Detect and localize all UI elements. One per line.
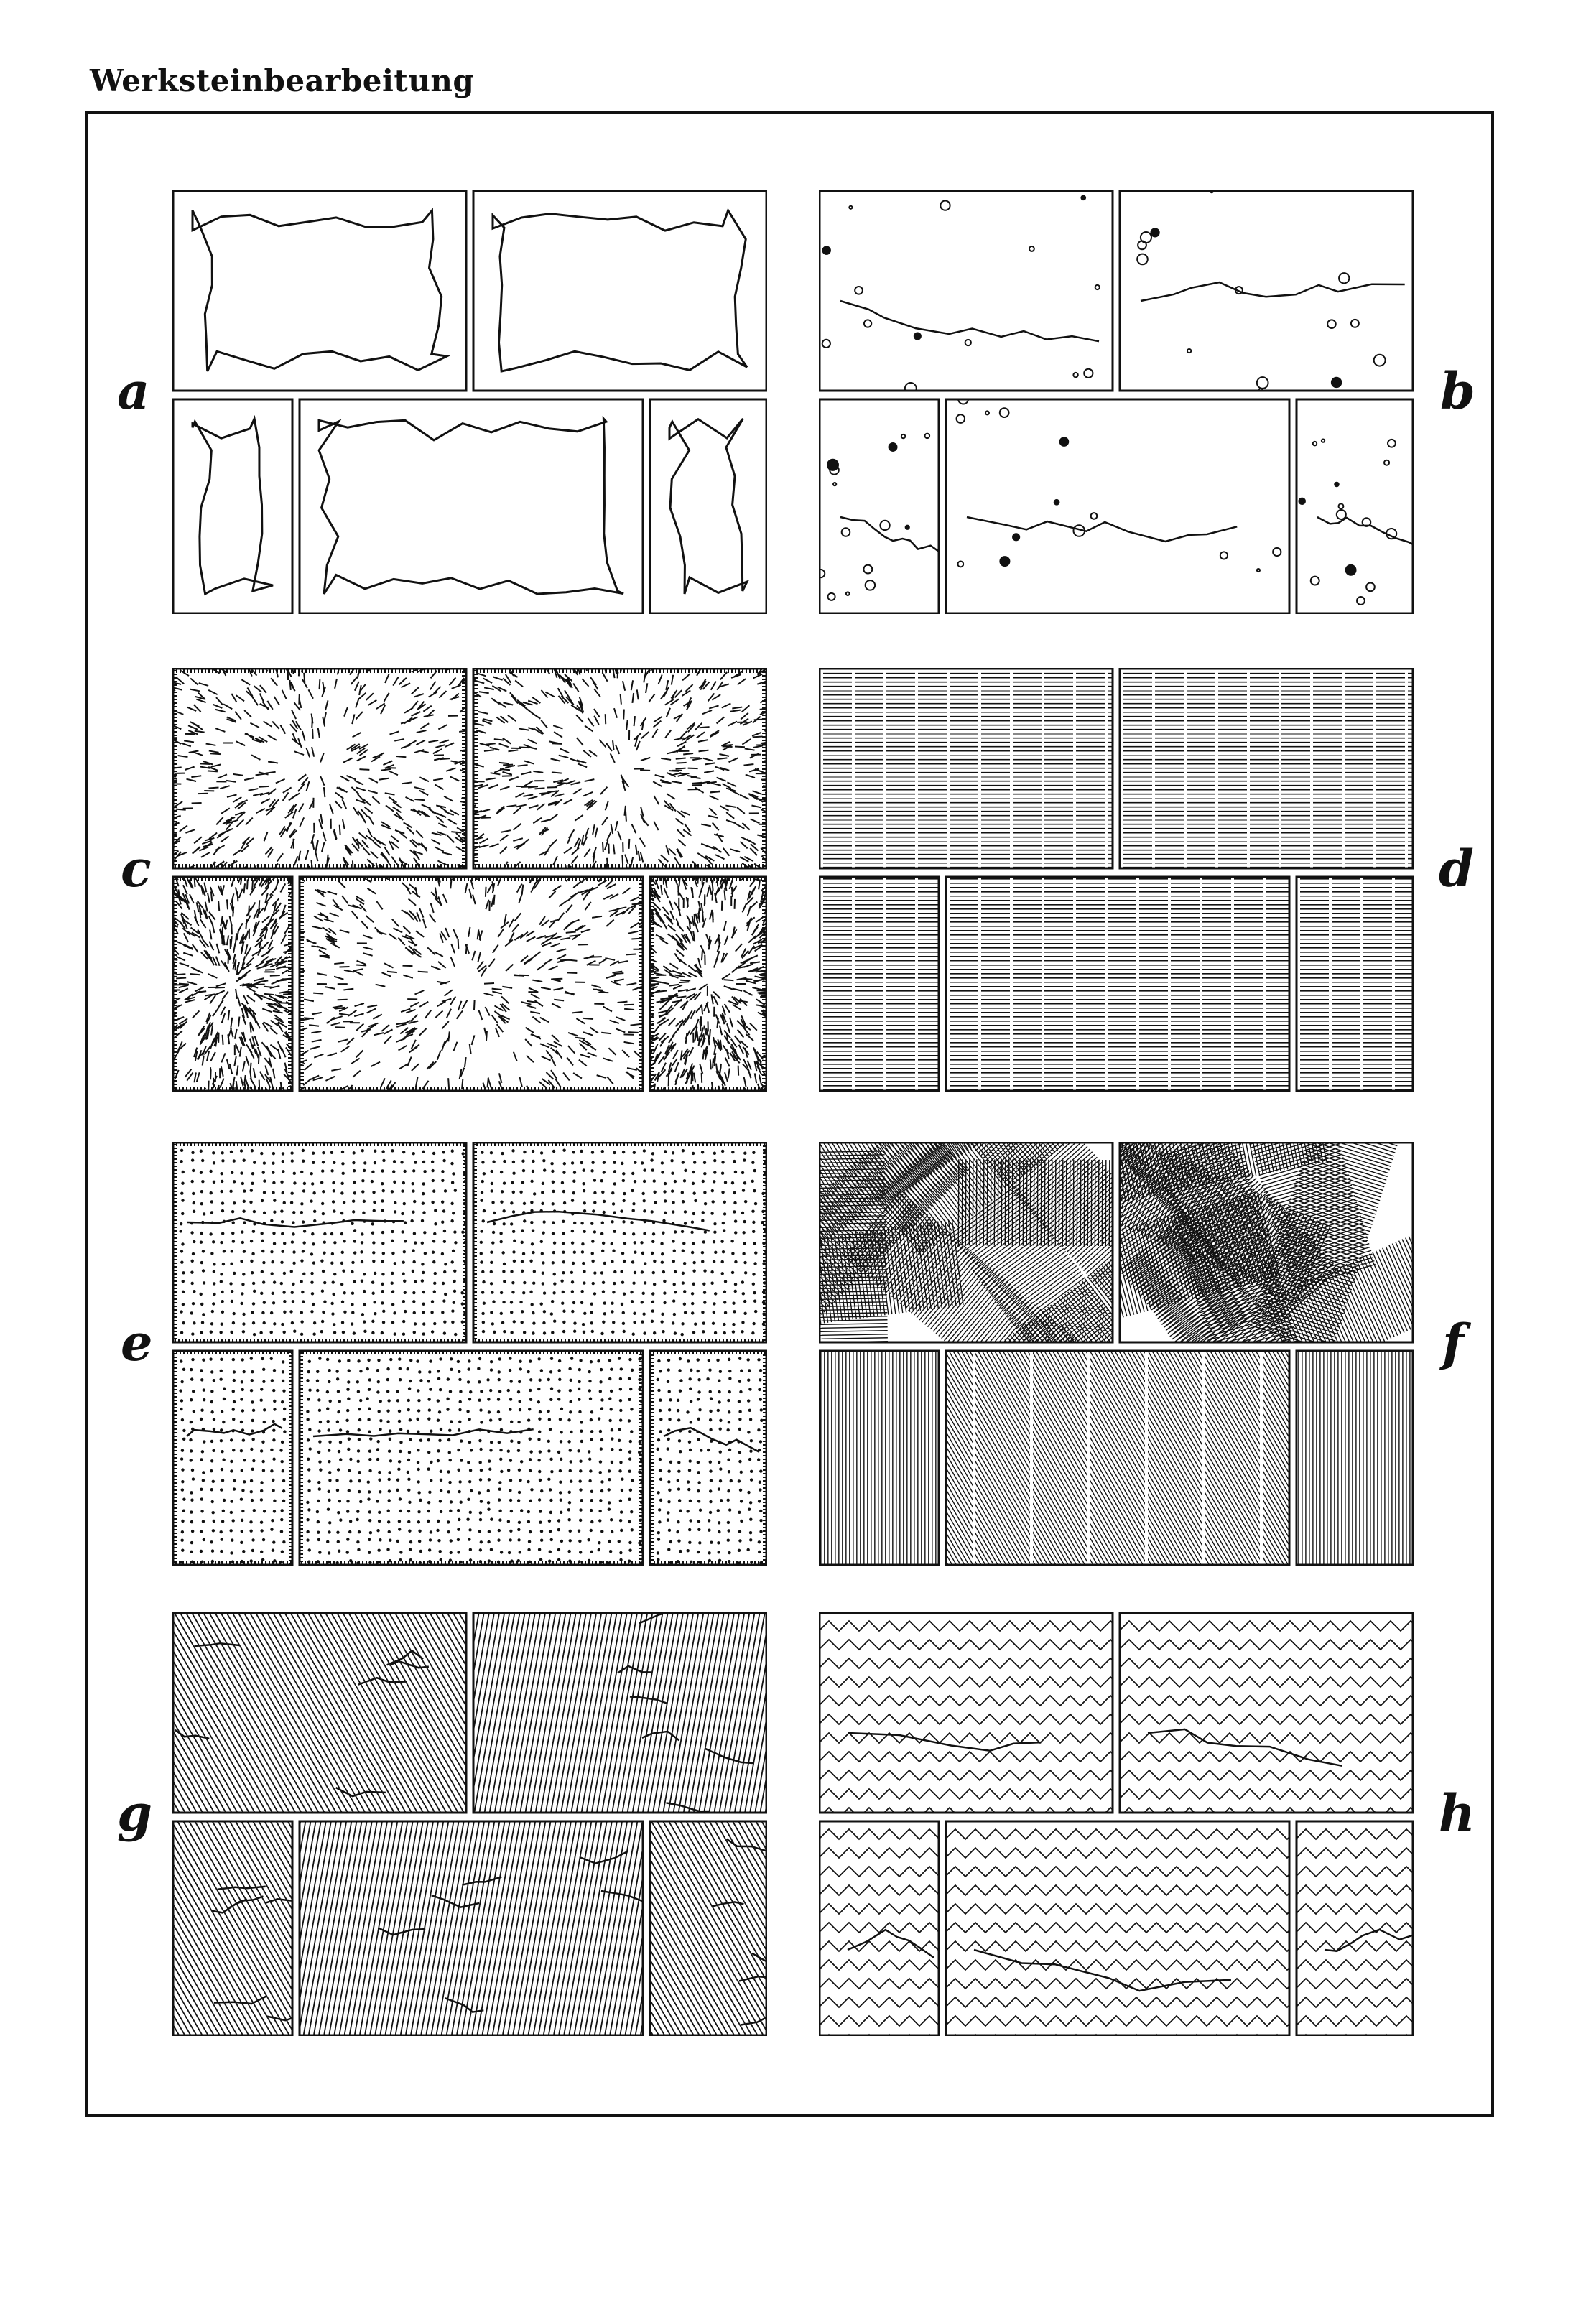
panel-a-texture (172, 190, 767, 614)
panel-a (172, 190, 767, 614)
panel-g (172, 1612, 767, 2036)
panel-label-h: h (1439, 1783, 1475, 1843)
panel-label-b: b (1440, 361, 1475, 421)
panel-d (819, 668, 1414, 1092)
panel-g-texture (172, 1612, 767, 2036)
panel-c (172, 668, 767, 1092)
panel-label-g: g (117, 1783, 152, 1843)
panel-h-texture (819, 1612, 1414, 2036)
panel-f-texture (819, 1142, 1414, 1566)
panel-label-d: d (1439, 839, 1474, 898)
page-title: Werksteinbearbeitung (90, 63, 475, 98)
panel-label-a: a (117, 361, 150, 421)
panel-h (819, 1612, 1414, 2036)
panel-d-texture (819, 668, 1414, 1092)
panel-label-e: e (121, 1313, 153, 1372)
panel-e-texture (172, 1142, 767, 1566)
panel-b (819, 190, 1414, 614)
panel-c-texture (172, 668, 767, 1092)
panel-e (172, 1142, 767, 1566)
panel-b-texture (819, 190, 1414, 614)
panel-label-f: f (1442, 1313, 1465, 1372)
panel-label-c: c (121, 839, 152, 898)
panel-f (819, 1142, 1414, 1566)
